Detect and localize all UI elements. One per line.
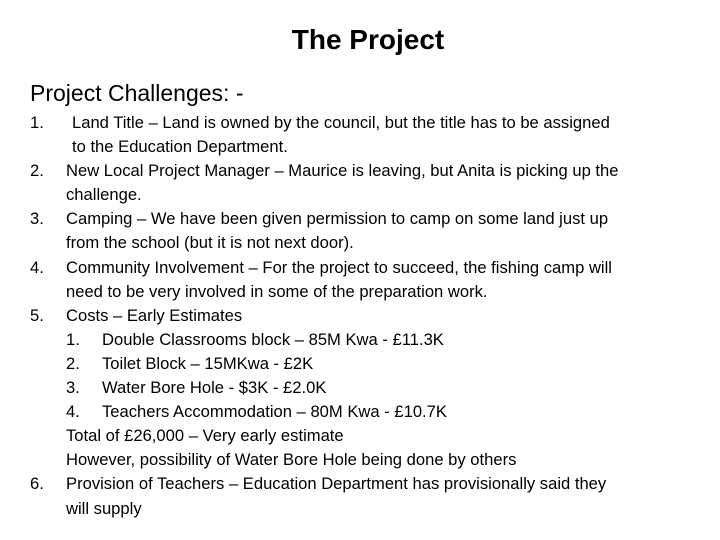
list-line xyxy=(0,376,720,400)
list-line xyxy=(0,328,720,352)
sub-list-number: 4. xyxy=(66,402,80,422)
list-line xyxy=(0,111,720,135)
list-line xyxy=(0,352,720,376)
cost-item-text: Double Classrooms block – 85M Kwa - £11.3K xyxy=(102,329,444,349)
list-line xyxy=(0,159,720,183)
list-item-text: Community Involvement – For the project to succeed, the fishing camp will xyxy=(66,257,612,277)
cost-note-text: Total of £26,000 – Very early estimate xyxy=(66,426,344,446)
list-line xyxy=(0,424,720,448)
list-line xyxy=(0,183,720,207)
list-item-text: Camping – We have been given permission to camp on some land just up xyxy=(66,209,609,229)
list-line xyxy=(0,207,720,231)
list-number: 6. xyxy=(30,474,44,494)
section-heading: Project Challenges: - xyxy=(30,80,244,106)
list-number: 5. xyxy=(30,305,44,325)
cost-item-text: Teachers Accommodation – 80M Kwa - £10.7K xyxy=(102,402,447,422)
list-item-text: will supply xyxy=(66,498,142,518)
challenges-list xyxy=(0,111,720,521)
list-line xyxy=(0,135,720,159)
list-number: 4. xyxy=(30,257,44,277)
list-line xyxy=(0,472,720,496)
list-item-text: to the Education Department. xyxy=(72,137,288,157)
list-line xyxy=(0,280,720,304)
list-line xyxy=(0,400,720,424)
sub-list-number: 2. xyxy=(66,353,80,373)
slide-title: The Project xyxy=(291,24,445,55)
list-item-text: Provision of Teachers – Education Department has provisionally said they xyxy=(66,474,607,494)
list-line xyxy=(0,497,720,521)
list-item-text: Land Title – Land is owned by the council, but the title has to be assigned xyxy=(72,113,610,132)
list-item-text: challenge. xyxy=(66,185,142,205)
cost-item-text: Water Bore Hole - $3K - £2.0K xyxy=(102,378,327,398)
list-line xyxy=(0,231,720,255)
sub-list-number: 3. xyxy=(66,378,80,398)
list-number: 1. xyxy=(30,113,44,132)
list-line xyxy=(0,304,720,328)
list-item-text: Costs – Early Estimates xyxy=(66,305,243,325)
list-item-text: need to be very involved in some of the preparation work. xyxy=(66,281,488,301)
list-item-text: New Local Project Manager – Maurice is leaving, but Anita is picking up the xyxy=(66,161,619,181)
list-line xyxy=(0,448,720,472)
sub-list-number: 1. xyxy=(66,329,80,349)
list-number: 3. xyxy=(30,209,44,229)
cost-note-text: However, possibility of Water Bore Hole being done by others xyxy=(66,450,517,470)
list-item-text: from the school (but it is not next door). xyxy=(66,233,354,253)
list-line xyxy=(0,256,720,280)
list-number: 2. xyxy=(30,161,44,181)
cost-item-text: Toilet Block – 15MKwa - £2K xyxy=(102,353,314,373)
